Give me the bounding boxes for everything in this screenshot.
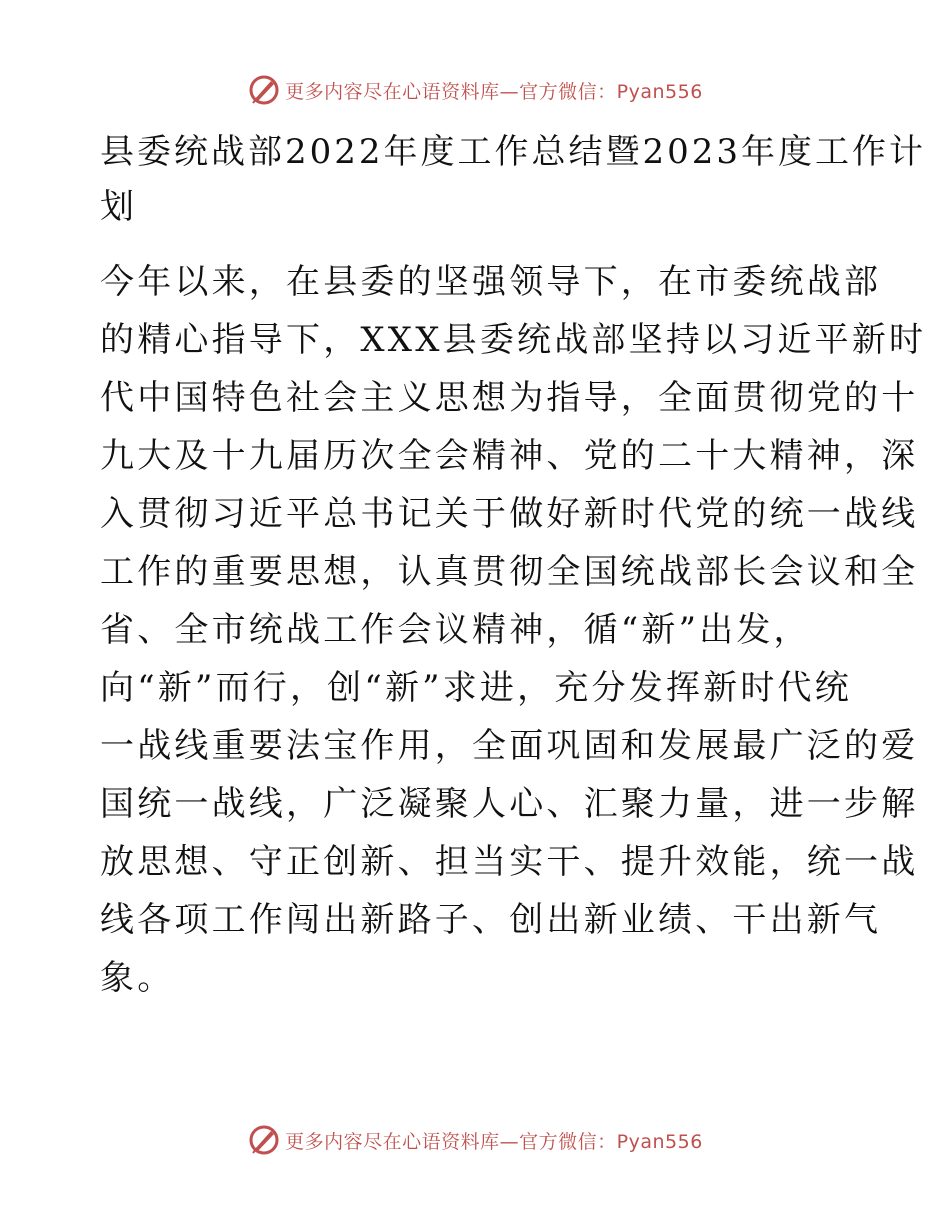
paragraph-line: 今年以来，在县委的坚强领导下，在市委统战部: [100, 262, 882, 302]
paragraph-line: 一战线重要法宝作用，全面巩固和发展最广泛的爱: [100, 726, 919, 766]
paragraph-line: 放思想、守正创新、担当实干、提升效能，统一战: [100, 842, 919, 882]
header-watermark: [0, 70, 950, 110]
document-paragraph: [100, 253, 927, 1007]
paragraph-line: 象。: [100, 958, 175, 998]
quill-circle-icon: [247, 73, 281, 107]
paragraph-line: 工作的重要思想，认真贯彻全国统战部长会议和全: [100, 552, 919, 592]
paragraph-line: 国统一战线，广泛凝聚人心、汇聚力量，进一步解: [100, 784, 919, 824]
watermark-text: 更多内容尽在心语资料库—官方微信：Pyan556: [285, 80, 703, 103]
title-line: 划: [100, 187, 137, 227]
quill-circle-icon: [247, 1123, 281, 1157]
watermark-text: 更多内容尽在心语资料库—官方微信：Pyan556: [285, 1130, 703, 1153]
paragraph-line: 代中国特色社会主义思想为指导，全面贯彻党的十: [100, 378, 919, 418]
paragraph-line: 省、全市统战工作会议精神，循“新”出发，: [100, 610, 811, 650]
title-line: 县委统战部2022年度工作总结暨2023年度工作计: [100, 132, 927, 172]
document-title: [100, 125, 927, 235]
paragraph-line: 的精心指导下，XXX县委统战部坚持以习近平新时: [100, 320, 927, 360]
paragraph-line: 线各项工作闯出新路子、创出新业绩、干出新气: [100, 900, 882, 940]
paragraph-line: 向“新”而行，创“新”求进，充分发挥新时代统: [100, 668, 852, 708]
footer-watermark: [0, 1120, 950, 1160]
paragraph-line: 入贯彻习近平总书记关于做好新时代党的统一战线: [100, 494, 919, 534]
paragraph-line: 九大及十九届历次全会精神、党的二十大精神，深: [100, 436, 919, 476]
